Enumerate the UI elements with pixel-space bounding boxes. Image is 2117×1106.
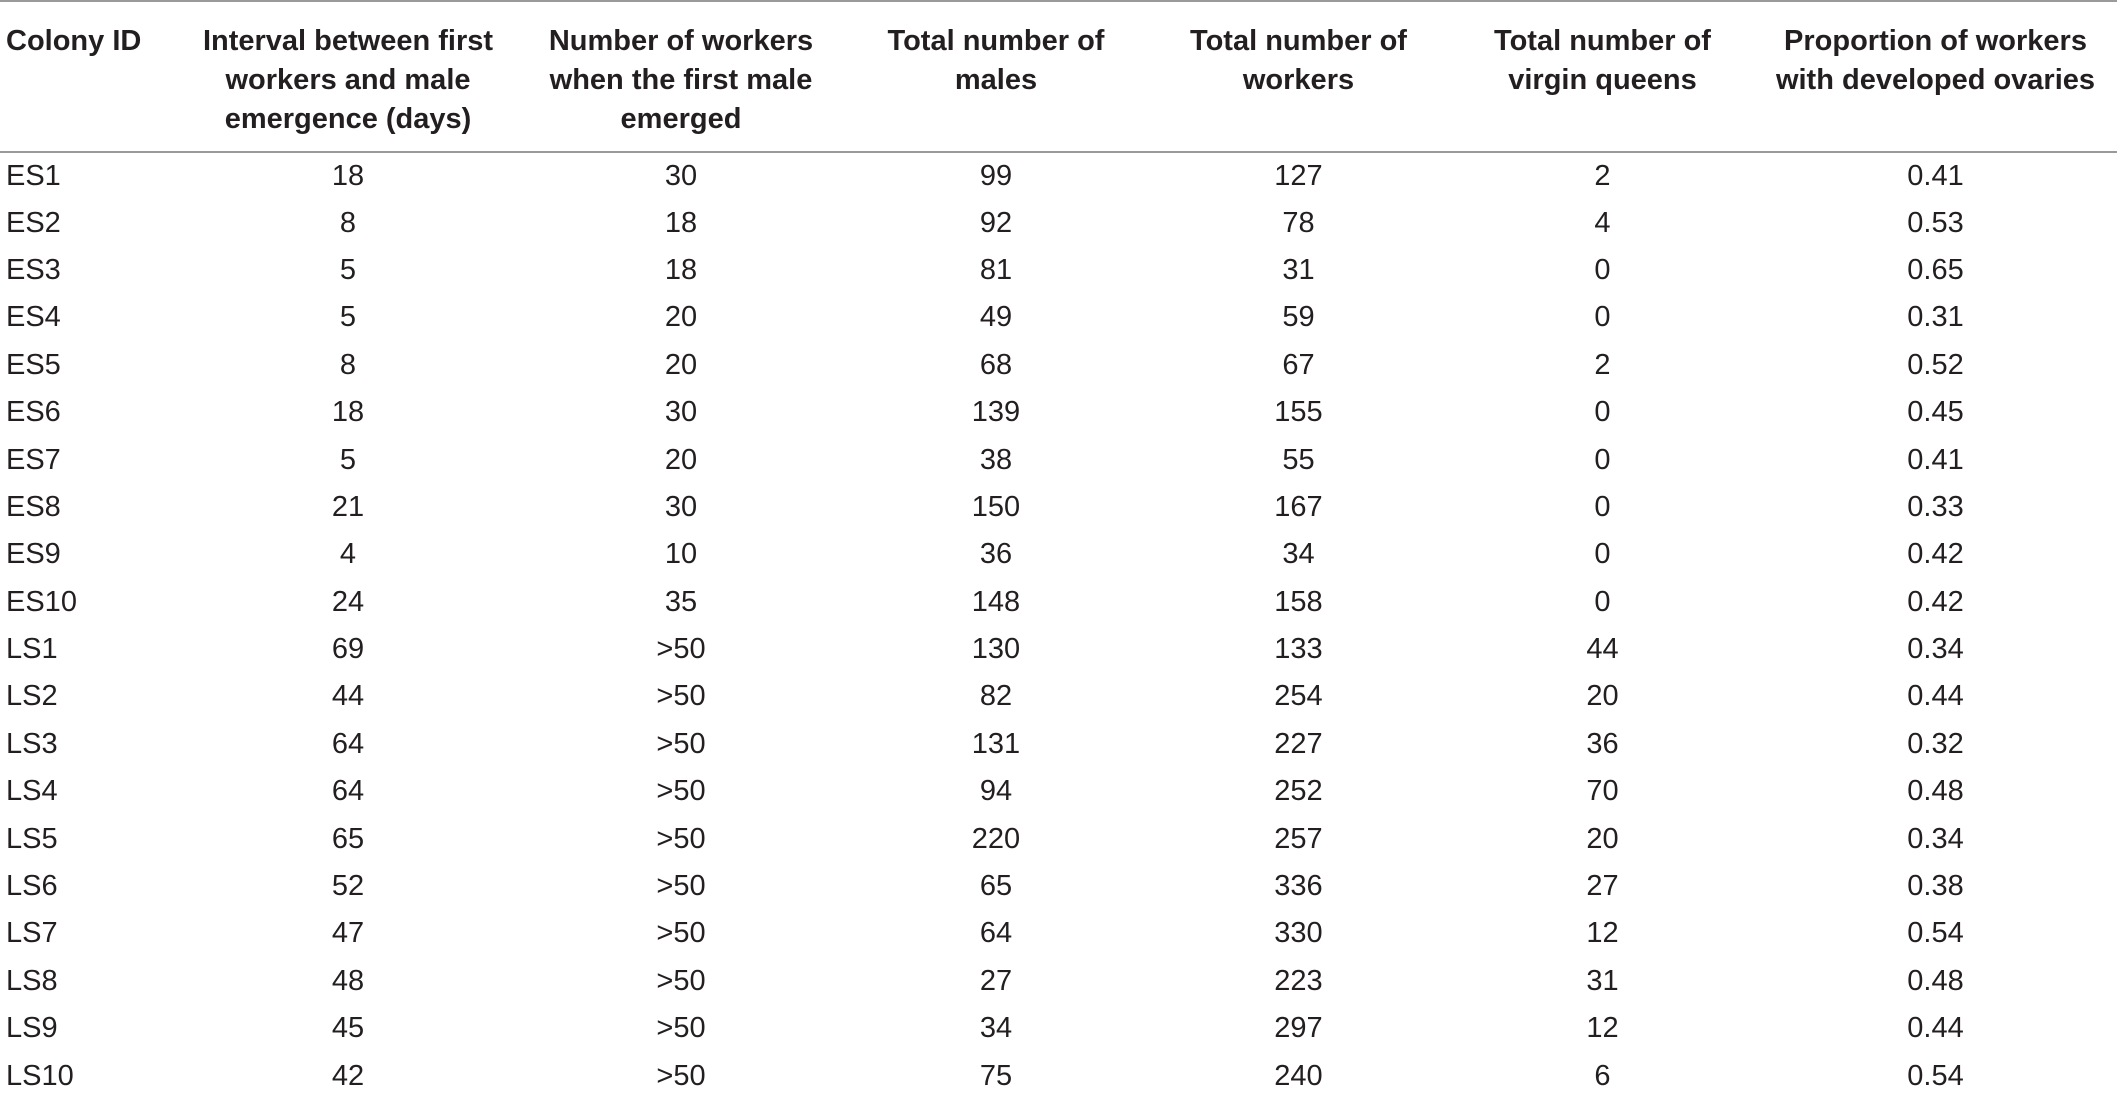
- cell-interval: 24: [331, 585, 365, 618]
- cell-proportion-ovaries: 0.42: [1907, 538, 1964, 571]
- cell-colony-id: LS10: [6, 1059, 74, 1092]
- cell-interval: 48: [331, 964, 365, 997]
- cell-interval: 44: [331, 680, 365, 713]
- cell-virgin-queens: 4: [1594, 206, 1611, 239]
- cell-total-workers: 67: [1282, 348, 1315, 381]
- cell-proportion-ovaries: 0.44: [1907, 680, 1964, 713]
- cell-colony-id: ES6: [6, 396, 61, 429]
- table-row: [0, 247, 2117, 294]
- cell-total-males: 131: [971, 727, 1021, 760]
- table-row: [0, 152, 2117, 199]
- cell-virgin-queens: 12: [1586, 1012, 1619, 1045]
- cell-colony-id: ES9: [6, 538, 61, 571]
- cell-total-workers: 167: [1274, 490, 1323, 523]
- cell-total-males: 130: [971, 633, 1021, 666]
- cell-workers-at-first-male: >50: [656, 870, 706, 903]
- cell-colony-id: ES3: [6, 253, 61, 286]
- cell-virgin-queens: 0: [1594, 585, 1611, 618]
- cell-virgin-queens: 0: [1594, 253, 1611, 286]
- cell-virgin-queens: 6: [1594, 1059, 1611, 1092]
- cell-total-workers: 158: [1274, 585, 1323, 618]
- cell-colony-id: LS2: [6, 680, 58, 713]
- table-row: [0, 958, 2117, 1005]
- cell-colony-id: LS3: [6, 727, 58, 760]
- table-row: [0, 294, 2117, 341]
- cell-workers-at-first-male: 18: [664, 253, 698, 286]
- table-row: [0, 626, 2117, 673]
- cell-colony-id: ES4: [6, 301, 61, 334]
- cell-total-males: 75: [979, 1059, 1013, 1092]
- table-row: [0, 721, 2117, 768]
- cell-total-workers: 223: [1274, 964, 1323, 997]
- table-row: [0, 579, 2117, 626]
- cell-proportion-ovaries: 0.45: [1907, 396, 1964, 429]
- table-row: [0, 436, 2117, 483]
- cell-workers-at-first-male: >50: [656, 680, 706, 713]
- cell-interval: 52: [331, 870, 365, 903]
- cell-proportion-ovaries: 0.33: [1907, 490, 1964, 523]
- cell-total-workers: 155: [1274, 396, 1323, 429]
- table-row: [0, 1005, 2117, 1052]
- cell-virgin-queens: 0: [1594, 301, 1611, 334]
- cell-virgin-queens: 2: [1594, 348, 1611, 381]
- cell-total-workers: 336: [1274, 870, 1323, 903]
- cell-colony-id: ES5: [6, 348, 61, 381]
- cell-total-workers: 127: [1274, 159, 1323, 192]
- cell-workers-at-first-male: 30: [664, 490, 698, 523]
- cell-proportion-ovaries: 0.32: [1907, 727, 1964, 760]
- cell-virgin-queens: 2: [1594, 159, 1611, 192]
- cell-colony-id: ES1: [6, 159, 61, 192]
- cell-colony-id: LS9: [6, 1012, 58, 1045]
- header-proportion-ovaries: Proportion of workers with developed ovaries: [1754, 1, 2117, 152]
- cell-interval: 18: [331, 159, 365, 192]
- cell-proportion-ovaries: 0.54: [1907, 1059, 1964, 1092]
- cell-virgin-queens: 20: [1586, 680, 1619, 713]
- cell-virgin-queens: 0: [1594, 538, 1611, 571]
- cell-workers-at-first-male: 20: [664, 301, 698, 334]
- table-row: [0, 863, 2117, 910]
- cell-virgin-queens: 27: [1586, 870, 1619, 903]
- cell-proportion-ovaries: 0.31: [1907, 301, 1964, 334]
- table-row: [0, 484, 2117, 531]
- cell-total-males: 81: [979, 253, 1013, 286]
- header-total-workers: Total number of workers: [1146, 1, 1451, 152]
- cell-total-workers: 133: [1274, 633, 1323, 666]
- table-row: [0, 531, 2117, 578]
- cell-total-males: 27: [979, 964, 1013, 997]
- cell-interval: 18: [331, 396, 365, 429]
- cell-workers-at-first-male: 18: [664, 206, 698, 239]
- cell-colony-id: LS5: [6, 822, 58, 855]
- cell-virgin-queens: 31: [1586, 964, 1619, 997]
- cell-proportion-ovaries: 0.65: [1907, 253, 1964, 286]
- table-row: [0, 910, 2117, 957]
- header-colony-id: Colony ID: [0, 1, 180, 152]
- cell-colony-id: LS6: [6, 870, 58, 903]
- cell-interval: 5: [339, 253, 357, 286]
- header-total-males: Total number of males: [846, 1, 1146, 152]
- cell-total-males: 99: [979, 159, 1013, 192]
- cell-total-males: 82: [979, 680, 1013, 713]
- cell-proportion-ovaries: 0.41: [1907, 443, 1964, 476]
- cell-total-males: 64: [979, 917, 1013, 950]
- table-row: [0, 199, 2117, 246]
- cell-workers-at-first-male: >50: [656, 775, 706, 808]
- cell-total-workers: 31: [1282, 253, 1315, 286]
- header-workers-at-first-male: Number of workers when the first male emerged: [516, 1, 846, 152]
- table-header: [0, 1, 2117, 152]
- cell-total-workers: 78: [1282, 206, 1315, 239]
- cell-total-workers: 257: [1274, 822, 1323, 855]
- table-row: [0, 673, 2117, 720]
- header-virgin-queens: Total number of virgin queens: [1451, 1, 1754, 152]
- cell-workers-at-first-male: >50: [656, 1012, 706, 1045]
- cell-total-males: 68: [979, 348, 1013, 381]
- cell-workers-at-first-male: >50: [656, 964, 706, 997]
- table-row: [0, 389, 2117, 436]
- cell-proportion-ovaries: 0.42: [1907, 585, 1964, 618]
- cell-interval: 8: [339, 348, 357, 381]
- table-row: [0, 768, 2117, 815]
- cell-total-males: 92: [979, 206, 1013, 239]
- cell-workers-at-first-male: >50: [656, 1059, 706, 1092]
- cell-total-males: 220: [971, 822, 1021, 855]
- cell-total-workers: 55: [1282, 443, 1315, 476]
- cell-interval: 47: [331, 917, 365, 950]
- cell-virgin-queens: 0: [1594, 396, 1611, 429]
- cell-workers-at-first-male: 30: [664, 396, 698, 429]
- table-body: [0, 152, 2117, 1100]
- cell-proportion-ovaries: 0.54: [1907, 917, 1964, 950]
- cell-interval: 8: [339, 206, 357, 239]
- cell-colony-id: ES2: [6, 206, 61, 239]
- cell-virgin-queens: 44: [1586, 633, 1619, 666]
- cell-total-males: 36: [979, 538, 1013, 571]
- cell-colony-id: LS4: [6, 775, 58, 808]
- cell-virgin-queens: 0: [1594, 490, 1611, 523]
- cell-colony-id: LS1: [6, 633, 58, 666]
- cell-total-males: 38: [979, 443, 1013, 476]
- cell-workers-at-first-male: 20: [664, 348, 698, 381]
- cell-total-workers: 34: [1282, 538, 1315, 571]
- cell-interval: 45: [331, 1012, 365, 1045]
- cell-total-males: 49: [979, 301, 1013, 334]
- cell-interval: 64: [331, 775, 365, 808]
- cell-virgin-queens: 20: [1586, 822, 1619, 855]
- cell-total-workers: 59: [1282, 301, 1315, 334]
- table-row: [0, 1052, 2117, 1099]
- cell-total-males: 139: [971, 396, 1021, 429]
- cell-total-workers: 254: [1274, 680, 1323, 713]
- cell-proportion-ovaries: 0.38: [1907, 870, 1964, 903]
- cell-workers-at-first-male: 35: [664, 585, 698, 618]
- cell-total-workers: 252: [1274, 775, 1323, 808]
- cell-proportion-ovaries: 0.53: [1907, 206, 1964, 239]
- cell-colony-id: ES8: [6, 490, 61, 523]
- cell-total-workers: 240: [1274, 1059, 1323, 1092]
- cell-interval: 42: [331, 1059, 365, 1092]
- cell-proportion-ovaries: 0.41: [1907, 159, 1964, 192]
- cell-workers-at-first-male: >50: [656, 633, 706, 666]
- cell-colony-id: LS7: [6, 917, 58, 950]
- table-row: [0, 815, 2117, 862]
- cell-workers-at-first-male: 10: [664, 538, 698, 571]
- cell-interval: 21: [331, 490, 365, 523]
- cell-total-males: 94: [979, 775, 1013, 808]
- cell-total-males: 150: [971, 490, 1021, 523]
- cell-total-workers: 227: [1274, 727, 1323, 760]
- cell-proportion-ovaries: 0.44: [1907, 1012, 1964, 1045]
- header-interval: Interval between first workers and male emergence (days): [180, 1, 516, 152]
- cell-total-males: 34: [979, 1012, 1013, 1045]
- cell-colony-id: ES10: [6, 585, 77, 618]
- cell-interval: 65: [331, 822, 365, 855]
- cell-workers-at-first-male: 20: [664, 443, 698, 476]
- cell-proportion-ovaries: 0.34: [1907, 633, 1964, 666]
- cell-proportion-ovaries: 0.34: [1907, 822, 1964, 855]
- cell-total-males: 148: [971, 585, 1021, 618]
- cell-interval: 5: [339, 443, 357, 476]
- cell-workers-at-first-male: >50: [656, 822, 706, 855]
- cell-proportion-ovaries: 0.48: [1907, 775, 1964, 808]
- cell-interval: 5: [339, 301, 357, 334]
- cell-workers-at-first-male: >50: [656, 727, 706, 760]
- cell-workers-at-first-male: >50: [656, 917, 706, 950]
- cell-virgin-queens: 70: [1586, 775, 1619, 808]
- cell-colony-id: LS8: [6, 964, 58, 997]
- header-row: [0, 1, 2117, 152]
- cell-proportion-ovaries: 0.52: [1907, 348, 1964, 381]
- cell-interval: 64: [331, 727, 365, 760]
- cell-total-males: 65: [979, 870, 1013, 903]
- cell-proportion-ovaries: 0.48: [1907, 964, 1964, 997]
- cell-workers-at-first-male: 30: [664, 159, 698, 192]
- cell-virgin-queens: 12: [1586, 917, 1619, 950]
- cell-interval: 69: [331, 633, 365, 666]
- cell-total-workers: 297: [1274, 1012, 1323, 1045]
- cell-total-workers: 330: [1274, 917, 1323, 950]
- cell-virgin-queens: 36: [1586, 727, 1619, 760]
- cell-colony-id: ES7: [6, 443, 61, 476]
- cell-virgin-queens: 0: [1594, 443, 1611, 476]
- cell-interval: 4: [339, 538, 357, 571]
- table-row: [0, 342, 2117, 389]
